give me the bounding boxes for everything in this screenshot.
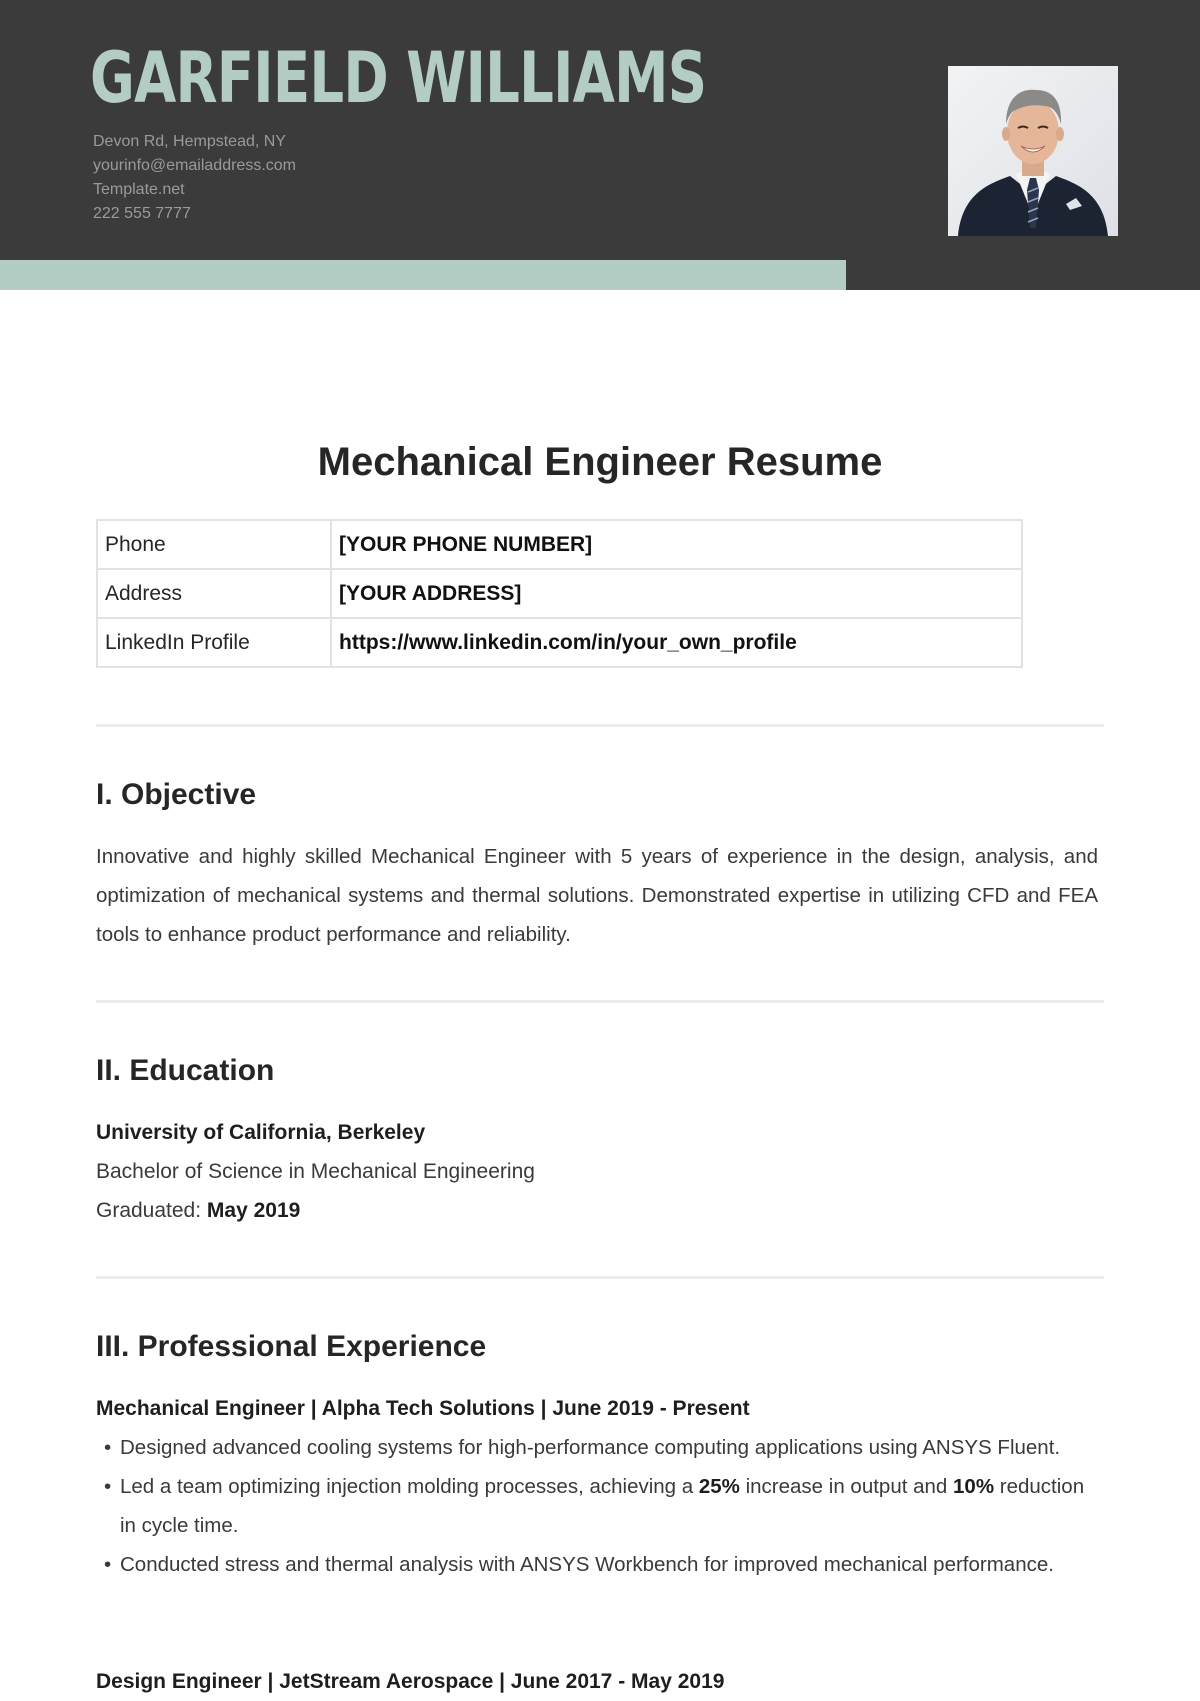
education-graduated (96, 1191, 300, 1230)
contact-phone: 222 555 7777 (93, 205, 191, 222)
info-label-linkedin: LinkedIn Profile (97, 618, 331, 667)
contact-block (93, 130, 296, 226)
contact-address: Devon Rd, Hempstead, NY (93, 133, 286, 150)
job-bullets (96, 1428, 1104, 1584)
info-value-linkedin[interactable]: https://www.linkedin.com/in/your_own_profile (331, 618, 1022, 667)
job-title: Mechanical Engineer | Alpha Tech Solutions | June 2019 - Present (96, 1397, 750, 1420)
table-row (97, 618, 1022, 667)
bullet-highlight: 10% (953, 1475, 995, 1498)
objective-text: Innovative and highly skilled Mechanical Engineer with 5 years of experience in the design, analysis, and optimization of mechanical systems and thermal solutions. Demonstrated expertise in utilizing CFD and FEA tools to enhance product performance and reliability. (96, 845, 1098, 946)
bullet-text: Designed advanced cooling systems for high-performance computing applications using ANSYS Fluent. (120, 1436, 1061, 1459)
experience-heading: III. Professional Experience (96, 1330, 487, 1363)
info-value-address: [YOUR ADDRESS] (331, 569, 1022, 618)
bullet-text: Conducted stress and thermal analysis with ANSYS Workbench for improved mechanical performance. (120, 1553, 1054, 1576)
list-item (96, 1428, 1104, 1467)
info-value-phone: [YOUR PHONE NUMBER] (331, 520, 1022, 569)
education-school: University of California, Berkeley (96, 1121, 426, 1144)
contact-info-table (96, 519, 1023, 668)
table-row (97, 569, 1022, 618)
header-accent-bar (0, 260, 846, 290)
candidate-name: GARFIELD WILLIAMS (90, 37, 707, 119)
document-title: Mechanical Engineer Resume (317, 440, 883, 484)
section-divider (96, 1000, 1104, 1003)
education-degree: Bachelor of Science in Mechanical Engineering (96, 1160, 535, 1183)
section-divider (96, 1276, 1104, 1279)
bullet-text-part: Led a team optimizing injection molding processes, achieving a (120, 1475, 699, 1498)
education-heading: II. Education (96, 1054, 275, 1087)
graduated-date: May 2019 (206, 1199, 301, 1222)
contact-website[interactable]: Template.net (93, 181, 185, 198)
contact-email[interactable]: yourinfo@emailaddress.com (93, 157, 296, 174)
bullet-text-part: increase in output and (739, 1475, 954, 1498)
resume-header (0, 0, 1200, 290)
table-row (97, 520, 1022, 569)
graduated-label: Graduated: (96, 1199, 207, 1222)
bullet-highlight: 25% (698, 1475, 740, 1498)
list-item (96, 1467, 1104, 1545)
objective-heading: I. Objective (96, 778, 257, 811)
portrait-photo-icon (948, 66, 1118, 236)
portrait-photo (948, 66, 1118, 236)
list-item (96, 1545, 1104, 1584)
job-title: Design Engineer | JetStream Aerospace | June 2017 - May 2019 (96, 1670, 725, 1693)
section-divider (96, 724, 1104, 727)
info-label-address: Address (97, 569, 331, 618)
bullet-text-part: reduction in cycle time. (120, 1475, 1085, 1537)
info-label-phone: Phone (97, 520, 331, 569)
